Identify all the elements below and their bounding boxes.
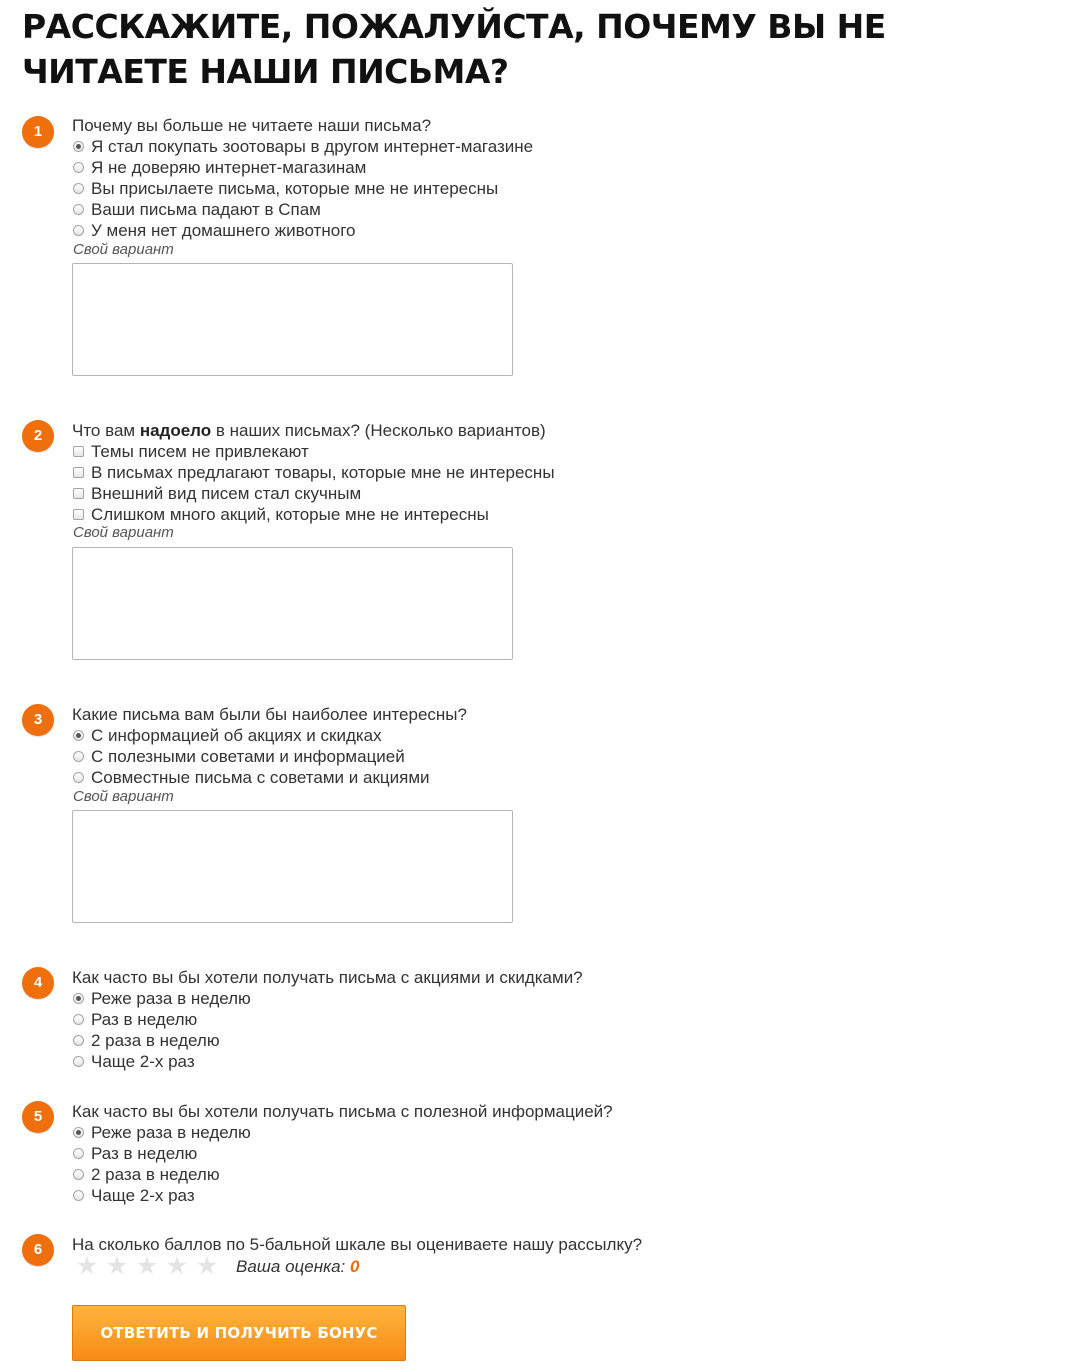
radio-button[interactable] [73,1190,84,1201]
own-variant-textarea[interactable] [72,810,513,923]
radio-button[interactable] [73,141,84,152]
option-checkbox[interactable] [72,504,489,525]
option-radio[interactable] [72,1030,220,1051]
submit-button[interactable]: ОТВЕТИТЬ И ПОЛУЧИТЬ БОНУС [72,1305,406,1361]
option-label: Внешний вид писем стал скучным [91,484,362,503]
radio-button[interactable] [73,993,84,1004]
checkbox[interactable] [73,509,84,520]
question-text: Что вам надоело в наших письмах? (Несколько вариантов) [72,421,546,440]
rating-label: Ваша оценка: [236,1257,346,1276]
option-label: 2 раза в неделю [91,1031,220,1050]
star-icon[interactable]: ★ [135,1252,159,1280]
star-icon[interactable]: ★ [165,1252,189,1280]
checkbox[interactable] [73,467,84,478]
option-radio[interactable] [72,136,533,157]
option-radio[interactable] [72,157,366,178]
star-rating[interactable] [72,1252,222,1280]
question-text: Как часто вы бы хотели получать письма с полезной информацией? [72,1102,613,1121]
radio-button[interactable] [73,1035,84,1046]
radio-button[interactable] [73,1148,84,1159]
option-label: Слишком много акций, которые мне не интересны [91,505,489,524]
radio-button[interactable] [73,751,84,762]
question-number-badge: 2 [22,420,54,452]
option-checkbox[interactable] [72,462,555,483]
question-text: На сколько баллов по 5-бальной шкале вы оцениваете нашу рассылку? [72,1235,643,1254]
option-label: Совместные письма с советами и акциями [91,768,430,787]
question-text: Почему вы больше не читаете наши письма? [72,116,432,135]
option-label: С информацией об акциях и скидках [91,726,382,745]
option-radio[interactable] [72,220,355,241]
radio-button[interactable] [73,162,84,173]
own-variant-label: Свой вариант [73,788,174,805]
radio-button[interactable] [73,1169,84,1180]
option-checkbox[interactable] [72,483,361,504]
option-radio[interactable] [72,1009,197,1030]
radio-button[interactable] [73,1014,84,1025]
page-title: РАССКАЖИТЕ, ПОЖАЛУЙСТА, ПОЧЕМУ ВЫ НЕ ЧИТАЕТЕ НАШИ ПИСЬМА? [22,7,886,91]
star-icon[interactable]: ★ [195,1252,219,1280]
option-label: Реже раза в неделю [91,989,251,1008]
own-variant-label: Свой вариант [73,241,174,258]
rating-value: 0 [350,1257,360,1276]
option-radio[interactable] [72,988,251,1009]
option-label: С полезными советами и информацией [91,747,405,766]
radio-button[interactable] [73,730,84,741]
option-radio[interactable] [72,1143,197,1164]
option-checkbox[interactable] [72,441,309,462]
star-icon[interactable]: ★ [105,1252,129,1280]
radio-button[interactable] [73,1056,84,1067]
option-label: Вы присылаете письма, которые мне не интересны [91,179,499,198]
option-radio[interactable] [72,1185,195,1206]
question-number-badge: 5 [22,1101,54,1133]
option-label: Раз в неделю [91,1144,198,1163]
question-text: Какие письма вам были бы наиболее интересны? [72,705,467,724]
option-label: Чаще 2-х раз [91,1052,195,1071]
own-variant-label: Свой вариант [73,524,174,541]
option-radio[interactable] [72,1164,220,1185]
option-label: 2 раза в неделю [91,1165,220,1184]
checkbox[interactable] [73,488,84,499]
option-label: Я стал покупать зоотовары в другом интернет-магазине [91,137,534,156]
option-label: Темы писем не привлекают [91,442,309,461]
option-label: Я не доверяю интернет-магазинам [91,158,367,177]
radio-button[interactable] [73,1127,84,1138]
rating-readout [236,1256,359,1277]
option-radio[interactable] [72,746,405,767]
option-label: Раз в неделю [91,1010,198,1029]
option-radio[interactable] [72,199,321,220]
option-radio[interactable] [72,178,498,199]
own-variant-textarea[interactable] [72,547,513,660]
option-label: В письмах предлагают товары, которые мне не интересны [91,463,555,482]
option-label: Чаще 2-х раз [91,1186,195,1205]
radio-button[interactable] [73,183,84,194]
own-variant-textarea[interactable] [72,263,513,376]
radio-button[interactable] [73,204,84,215]
checkbox[interactable] [73,446,84,457]
option-label: У меня нет домашнего животного [91,221,356,240]
question-number-badge: 1 [22,116,54,148]
star-icon[interactable]: ★ [75,1252,99,1280]
question-number-badge: 3 [22,704,54,736]
option-radio[interactable] [72,1122,251,1143]
option-radio[interactable] [72,725,382,746]
question-text: Как часто вы бы хотели получать письма с акциями и скидками? [72,968,583,987]
option-radio[interactable] [72,767,430,788]
option-label: Реже раза в неделю [91,1123,251,1142]
question-number-badge: 6 [22,1234,54,1266]
radio-button[interactable] [73,772,84,783]
radio-button[interactable] [73,225,84,236]
option-label: Ваши письма падают в Спам [91,200,321,219]
question-number-badge: 4 [22,967,54,999]
option-radio[interactable] [72,1051,195,1072]
